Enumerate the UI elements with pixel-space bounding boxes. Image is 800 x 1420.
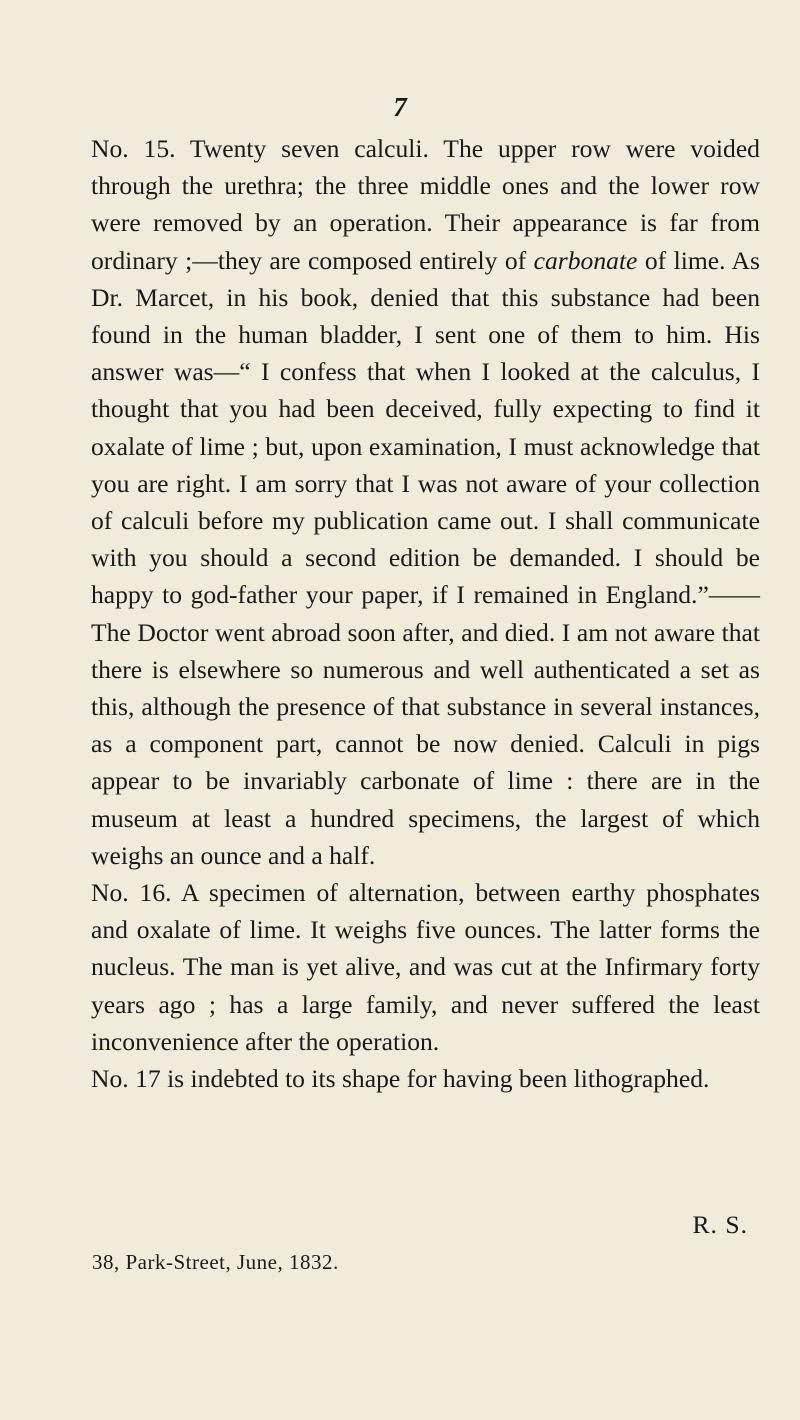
paragraph-no17-text: is indebted to its shape for having been lithographed. <box>160 1064 710 1094</box>
address-dateline: 38, Park-Street, June, 1832. <box>92 1250 339 1274</box>
paragraph-no16 <box>56 874 760 1060</box>
signature-initials: R. S. <box>692 1210 748 1239</box>
paragraph-no15 <box>56 130 760 874</box>
paragraph-no15-text-b: of lime. As Dr. Marcet, in his book, denied that this substance had been found in the human bladder, I sent one of them to him. His answer was—“ I confess that when I looked at the calculus, I thought that you had been deceived, fully expecting to find it oxalate of lime ; but, upon examination, I must acknowledge that you are right. I am sorry that I was not aware of your collection of calculi before my publication came out. I shall communicate with you should a second edition be demanded. I should be happy to god-father your paper, if I remained in England.”——The Doctor went abroad soon after, and died. I am not aware that there is elsewhere so numerous and well authenticated a set as this, although the presence of that substance in several instances, as a component part, cannot be now denied. Calculi in pigs appear to be invariably carbonate of lime : there are in the museum at least a hundred specimens, the largest of which weighs an ounce and a half. <box>91 245 760 870</box>
emphasis-carbonate: carbonate <box>533 245 638 275</box>
specimen-label-no17: No. 17 <box>91 1064 161 1094</box>
paragraph-no15-text-a: Twenty seven calculi. The upper row were voided through the urethra; the three middle ones and the lower row were removed by an operation. Their appearance is far from ordinary ;—they are composed entirely of <box>91 134 760 275</box>
paragraph-no16-text: A specimen of alternation, between earthy phosphates and oxalate of lime. It weighs five ounces. The latter forms the nucleus. The man is yet alive, and was cut at the Infirmary forty years ago ; has a large family, and never suffered the least inconvenience after the operation. <box>91 878 761 1056</box>
page-number: 7 <box>393 92 407 122</box>
paragraph-no17 <box>56 1060 760 1097</box>
specimen-label-no15: No. 15. <box>91 134 176 163</box>
specimen-label-no16: No. 16. <box>91 878 172 908</box>
page-body <box>56 130 760 1097</box>
